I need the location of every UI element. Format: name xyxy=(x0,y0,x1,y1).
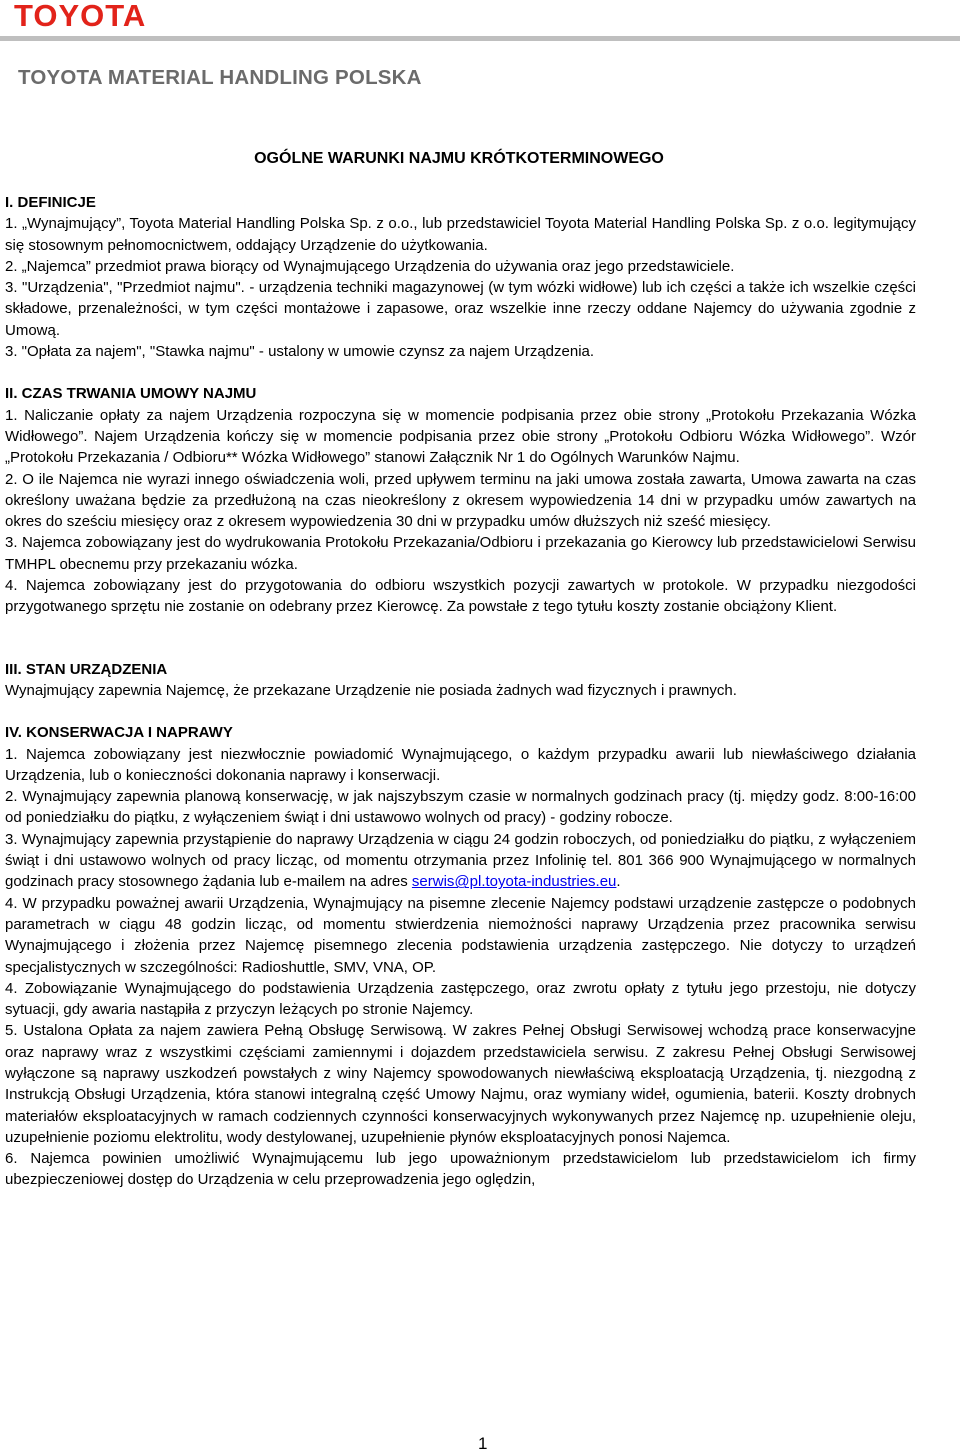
paragraph-text: 3. Wynajmujący zapewnia przystąpienie do naprawy Urządzenia w ciągu 24 godzin roboczych, od poniedziałku do piątku, z wyłączeniem świąt i dni ustawowo wolnych od pracy licząc, od momentu otrzymania przez Infolinię tel. 801 366 900 Wynajmującego w normalnych godzinach pracy stosownego żądania lub e-mailem na adres xyxy=(5,830,916,891)
service-email-link[interactable]: serwis@pl.toyota-industries.eu xyxy=(411,873,617,891)
paragraph: 1. „Wynajmujący”, Toyota Material Handling Polska Sp. z o.o., lub przedstawiciel Toyota Material Handling Polska Sp. z o.o. legitymujący się stosownym pełnomocnictwem, oddający Urządzenie do użytkowania. xyxy=(5,215,916,254)
paragraph: Wynajmujący zapewnia Najemcę, że przekazane Urządzenie nie posiada żadnych wad fizycznych i prawnych. xyxy=(5,681,737,699)
paragraph: 1. Naliczanie opłaty za najem Urządzenia rozpoczyna się w momencie podpisania przez obie strony „Protokołu Przekazania Wózka Widłowego”. Najem Urządzenia kończy się w momencie podpisania przez obie strony „Protokołu Odbioru Wózka Widłowego”. Wzór „Protokołu Przekazania / Odbioru** Wózka Widłowego” stanowi Załącznik Nr 1 do Ogólnych Warunków Najmu. xyxy=(5,406,916,467)
paragraph: 2. O ile Najemca nie wyrazi innego oświadczenia woli, przed upływem terminu na jaki umowa została zawarta, Umowa zawarta na czas określony uważana będzie za przedłużoną na czas nieokreślony z okresem wypowiedzenia 14 dni w przypadku umów zawartych na okres do sześciu miesięcy oraz z okresem wypowiedzenia 30 dni w przypadku umów dłuższych niż sześć miesięcy. xyxy=(5,470,916,531)
paragraph: 3. "Opłata za najem", "Stawka najmu" - ustalony w umowie czynsz za najem Urządzenia. xyxy=(5,343,595,361)
paragraph: 2. „Najemca” przedmiot prawa biorący od Wynajmującego Urządzenia do używania oraz jego przedstawiciele. xyxy=(5,257,735,275)
company-name: TOYOTA MATERIAL HANDLING POLSKA xyxy=(18,66,422,89)
paragraph: 4. Zobowiązanie Wynajmującego do podstawienia Urządzenia zastępczego, oraz zwrotu opłaty z tytułu jego przestoju, nie dotyczy sytuacji, gdy awaria nastąpiła z przyczyn leżących po stronie Najemcy. xyxy=(5,979,916,1019)
paragraph: 6. Najemca powinien umożliwić Wynajmującemu lub jego upoważnionym przedstawicielom lub przedstawicielom ich firmy ubezpieczeniowej dostęp do Urządzenia w celu przeprowadzenia jego oględzin, xyxy=(5,1150,916,1189)
paragraph: 3. Najemca zobowiązany jest do wydrukowania Protokołu Przekazania/Odbioru i przekazania go Kierowcy lub przedstawicielowi Serwisu TMHPL obecnemu przy przekazaniu wózka. xyxy=(5,534,916,573)
header-rule xyxy=(0,36,960,41)
paragraph: 4. W przypadku poważnej awarii Urządzenia, Wynajmujący na pisemne zlecenie Najemcy podstawi urządzenie zastępcze o podobnych parametrach w ciągu 48 godzin licząc, od momentu stwierdzenia niemożności naprawy Urządzenia przez pracownika serwisu Wynajmującego i złożenia przez Najemcę pisemnego zlecenia podstawienia urządzenia zastępczego. Nie dotyczy to urządzeń specjalistycznych w szczególności: Radioshuttle, SMV, VNA, OP. xyxy=(5,894,916,976)
section-heading-definitions: I. DEFINICJE xyxy=(5,194,96,211)
paragraph: 5. Ustalona Opłata za najem zawiera Pełną Obsługę Serwisową. W zakres Pełnej Obsługi Serwisowej wchodzą prace konserwacyjne oraz naprawy wraz z wszystkimi częściami zamiennymi i dojazdem przedstawiciela serwisu. Z zakresu Pełnej Obsługi Serwisowej wyłączone są naprawy uszkodzeń powstałych z winy Najemcy spowodowanych niewłaściwą eksploatacją Urządzenia, tj. niezgodną z Instrukcją Obsługi Urządzenia, która stanowi integralną część Umowy Najmu, oraz wymiany wideł, ogumienia, baterii. Koszty drobnych materiałów eksploatacyjnych w ramach codziennych czynności konserwacyjnych wykonywanych przez Najemcę np. uzupełnienie oleju, uzupełnienie poziomu elektrolitu, wody destylowanej, uzupełnienie płynów eksploatacyjnych ponosi Najemca. xyxy=(5,1022,916,1146)
document-title: OGÓLNE WARUNKI NAJMU KRÓTKOTERMINOWEGO xyxy=(254,150,664,167)
document-body xyxy=(5,192,916,1191)
paragraph: 4. Najemca zobowiązany jest do przygotowania do odbioru wszystkich pozycji zawartych w protokole. W przypadku niezgodości przygotwanego sprzętu nie zostanie on odebrany przez Kierowcę. Za powstałe z tego tytułu koszty zostanie obciążony Klient. xyxy=(5,577,916,616)
paragraph: 1. Najemca zobowiązany jest niezwłocznie powiadomić Wynajmującego, o każdym przypadku awarii lub niewłaściwego działania Urządzenia, lub o konieczności dokonania naprawy i konserwacji. xyxy=(5,745,916,784)
toyota-logo: TOYOTA xyxy=(14,0,147,33)
section-heading-maintenance: IV. KONSERWACJA I NAPRAWY xyxy=(5,724,233,742)
paragraph-end: . xyxy=(616,873,621,891)
page-number: 1 xyxy=(478,1434,488,1453)
paragraph xyxy=(5,829,916,893)
paragraph: 2. Wynajmujący zapewnia planową konserwację, w jak najszybszym czasie w normalnych godzinach pracy (tj. między godz. 8:00-16:00 od poniedziałku do piątku, z wyłączeniem świąt i dni ustawowo wolnych od pracy) - godziny robocze. xyxy=(5,788,916,827)
section-heading-duration: II. CZAS TRWANIA UMOWY NAJMU xyxy=(5,385,257,403)
section-heading-condition: III. STAN URZĄDZENIA xyxy=(5,660,168,678)
paragraph: 3. "Urządzenia", "Przedmiot najmu". - urządzenia techniki magazynowej (w tym wózki widłowe) lub ich części a także ich wszelkie części składowe, przenależności, w tym części montażowe i zapasowe, oraz wszelkie inne rzeczy oddane Najemcy do używania zgodnie z Umową. xyxy=(5,279,916,339)
